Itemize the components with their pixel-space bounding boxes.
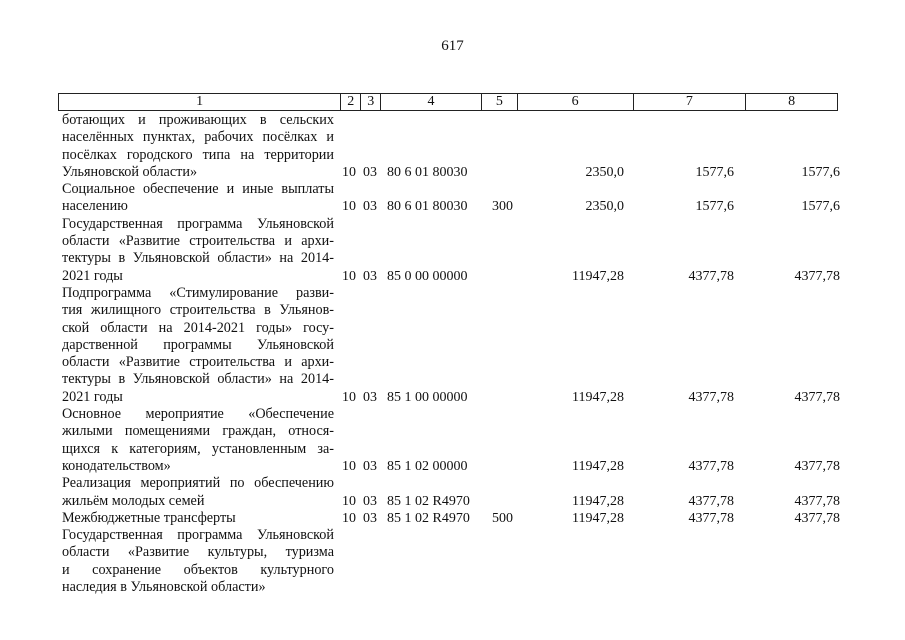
subsection-code: 03 bbox=[363, 458, 377, 474]
target-article-code: 80 6 01 80030 bbox=[387, 199, 468, 215]
section-code: 10 bbox=[342, 199, 356, 215]
description-line: тектуры в Ульяновской области» на 2014- bbox=[62, 250, 334, 267]
amount-col-8: 4377,78 bbox=[794, 458, 840, 474]
amount-col-6: 11947,28 bbox=[572, 389, 624, 405]
table-row bbox=[62, 216, 842, 285]
amount-col-6: 2350,0 bbox=[585, 164, 624, 180]
amount-col-6: 11947,28 bbox=[572, 268, 624, 284]
description-line: щихся к категориям, установленным за- bbox=[62, 440, 334, 457]
target-article-code: 85 1 02 00000 bbox=[387, 458, 468, 474]
amount-col-8: 4377,78 bbox=[794, 493, 840, 509]
amount-col-6: 2350,0 bbox=[585, 199, 624, 215]
table-row bbox=[62, 285, 842, 406]
amount-col-7: 4377,78 bbox=[688, 510, 734, 526]
expense-type-code: 500 bbox=[492, 510, 513, 526]
section-code: 10 bbox=[342, 268, 356, 284]
section-code: 10 bbox=[342, 389, 356, 405]
table-row bbox=[62, 112, 842, 181]
target-article-code: 85 1 02 R4970 bbox=[387, 493, 470, 509]
description-line: жильём молодых семей bbox=[62, 492, 205, 509]
header-cell: 4 bbox=[381, 94, 482, 110]
description-line: ботающих и проживающих в сельских bbox=[62, 112, 334, 128]
target-article-code: 85 0 00 00000 bbox=[387, 268, 468, 284]
table-header-row bbox=[58, 93, 838, 111]
amount-col-6: 11947,28 bbox=[572, 493, 624, 509]
header-cell: 1 bbox=[59, 94, 341, 110]
table-row bbox=[62, 181, 842, 216]
description-line: и сохранение объектов культурного bbox=[62, 561, 334, 578]
description-line: Межбюджетные трансферты bbox=[62, 509, 236, 526]
amount-col-7: 4377,78 bbox=[688, 493, 734, 509]
section-code: 10 bbox=[342, 510, 356, 526]
table-row bbox=[62, 527, 842, 596]
subsection-code: 03 bbox=[363, 164, 377, 180]
description-line: наследия в Ульяновской области» bbox=[62, 579, 266, 596]
subsection-code: 03 bbox=[363, 199, 377, 215]
description-line: Основное мероприятие «Обеспечение bbox=[62, 406, 334, 423]
description-line: Государственная программа Ульяновской bbox=[62, 527, 334, 544]
section-code: 10 bbox=[342, 493, 356, 509]
target-article-code: 80 6 01 80030 bbox=[387, 164, 468, 180]
description-line: тия жилищного строительства в Ульянов- bbox=[62, 302, 334, 319]
subsection-code: 03 bbox=[363, 493, 377, 509]
amount-col-8: 4377,78 bbox=[794, 510, 840, 526]
target-article-code: 85 1 00 00000 bbox=[387, 389, 468, 405]
section-code: 10 bbox=[342, 458, 356, 474]
amount-col-7: 1577,6 bbox=[695, 199, 734, 215]
description-line: Социальное обеспечение и иные выплаты bbox=[62, 181, 334, 198]
amount-col-8: 1577,6 bbox=[801, 199, 840, 215]
header-cell: 8 bbox=[788, 94, 796, 109]
description-line: Реализация мероприятий по обеспечению bbox=[62, 475, 334, 492]
description-line: Подпрограмма «Стимулирование разви- bbox=[62, 284, 334, 301]
table-row bbox=[62, 510, 842, 527]
header-cell: 3 bbox=[361, 94, 381, 110]
description-line: населению bbox=[62, 198, 128, 215]
description-line: тектуры в Ульяновской области» на 2014- bbox=[62, 371, 334, 388]
header-cell: 6 bbox=[518, 94, 634, 110]
target-article-code: 85 1 02 R4970 bbox=[387, 510, 470, 526]
amount-col-8: 4377,78 bbox=[794, 268, 840, 284]
amount-col-7: 4377,78 bbox=[688, 389, 734, 405]
subsection-code: 03 bbox=[363, 268, 377, 284]
description-line: 2021 годы bbox=[62, 388, 123, 405]
table-body bbox=[62, 112, 842, 596]
expense-type-code: 300 bbox=[492, 199, 513, 215]
amount-col-6: 11947,28 bbox=[572, 458, 624, 474]
amount-col-7: 4377,78 bbox=[688, 458, 734, 474]
description-line: жилыми помещениями граждан, относя- bbox=[62, 423, 334, 440]
description-line: конодательством» bbox=[62, 457, 171, 474]
description-line: населённых пунктах, рабочих посёлках и bbox=[62, 129, 334, 146]
amount-col-7: 1577,6 bbox=[695, 164, 734, 180]
header-cell: 7 bbox=[634, 94, 747, 110]
description-line: Государственная программа Ульяновской bbox=[62, 215, 334, 232]
table-row bbox=[62, 406, 842, 475]
header-cell: 2 bbox=[341, 94, 361, 110]
page-number: 617 bbox=[441, 38, 464, 54]
subsection-code: 03 bbox=[363, 389, 377, 405]
description-line: области «Развитие строительства и архи- bbox=[62, 233, 334, 250]
section-code: 10 bbox=[342, 164, 356, 180]
description-line: ской области на 2014-2021 годы» госу- bbox=[62, 319, 334, 336]
table-row bbox=[62, 475, 842, 510]
description-line: 2021 годы bbox=[62, 267, 123, 284]
amount-col-7: 4377,78 bbox=[688, 268, 734, 284]
description-line: области «Развитие культуры, туризма bbox=[62, 544, 334, 561]
description-line: Ульяновской области» bbox=[62, 163, 198, 180]
subsection-code: 03 bbox=[363, 510, 377, 526]
description-line: посёлках городского типа на территории bbox=[62, 146, 334, 163]
description-line: дарственной программы Ульяновской bbox=[62, 336, 334, 353]
header-cell: 5 bbox=[482, 94, 518, 110]
amount-col-8: 4377,78 bbox=[794, 389, 840, 405]
description-line: области «Развитие строительства и архи- bbox=[62, 354, 334, 371]
amount-col-8: 1577,6 bbox=[801, 164, 840, 180]
amount-col-6: 11947,28 bbox=[572, 510, 624, 526]
